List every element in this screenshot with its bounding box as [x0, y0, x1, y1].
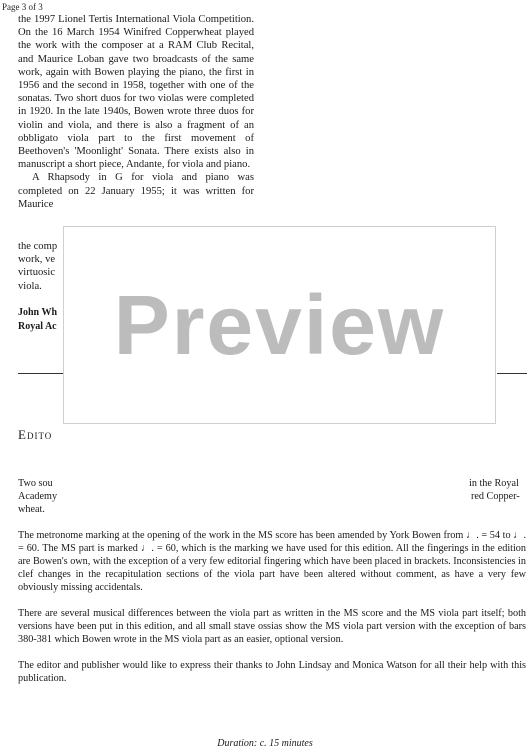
- bio-paragraph-1: the 1997 Lionel Tertis International Viola Competition. On the 16 March 1954 Winifred Copperwheat played the work with the composer at a RAM Club Recital, and Maurice Loban gave two broadcasts of the same work, again with Bowen playing the piano, the first in 1956 and the second in 1958, together with one of the sonatas. Two short duos for two violas were completed in 1920. In the late 1940s, Bowen wrote three duos for violin and viola, and there is also a fragment of an obbligato viola part to the first movement of Beethoven's 'Moonlight' Sonata. There exists also in manuscript a short piece, Andante, for viola and piano.: [18, 14, 254, 171]
- bio-paragraph-2: A Rhapsody in G for viola and piano was completed on 22 January 1955; it was written for Maurice: [18, 172, 254, 210]
- sources-line-2-right: red Copper-: [471, 491, 520, 502]
- sources-line-1-right: in the Royal: [469, 478, 519, 489]
- metronome-paragraph: The metronome marking at the opening of the work in the MS score has been amended by York Bowen from ♩. = 54 to ♩. = 60. The MS part is marked ♩. = 60, which is the marking we have used for this edition. All the fingerings in the edition are Bowen's own, with the exception of a very few editorial fingering which have been placed in brackets. Inconsistencies in clef changes in the recapitulation sections of the viola part have been altered without comment, as have a very few obviously missing accidentals.: [18, 530, 526, 593]
- differences-paragraph: There are several musical differences between the viola part as written in the MS score and the MS viola part itself; both versions have been put in this edition, and all small stave ossias show the MS viola part version with the exception of bars 380-381 which Bowen wrote in the MS viola part as an easier, optional version.: [18, 608, 526, 645]
- thanks-paragraph: The editor and publisher would like to express their thanks to John Lindsay and Monica Watson for all their help with this publication.: [18, 660, 526, 684]
- bio-column: [18, 13, 254, 211]
- divider-left: [18, 373, 64, 374]
- bio-fragment-3: virtuosic: [18, 267, 56, 279]
- page-label: Page 3 of 3: [2, 2, 43, 12]
- bio-fragment-1: the comp: [18, 241, 58, 252]
- signature-affiliation: Royal Ac: [18, 321, 57, 332]
- duration-note: Duration: c. 15 minutes: [217, 738, 313, 749]
- sources-line-3: wheat.: [18, 504, 45, 515]
- editor-heading: Edito: [18, 427, 53, 442]
- bio-fragment-4: viola.: [18, 280, 42, 292]
- editorial-notes: [18, 529, 526, 685]
- sources-line-2-left: Academy: [18, 491, 58, 502]
- signature-name: John Wh: [18, 307, 58, 318]
- divider-right: [497, 373, 527, 374]
- sources-line-1-left: Two sou: [18, 478, 53, 489]
- bio-fragment-2: work, ve: [18, 254, 56, 266]
- preview-watermark: [63, 226, 496, 424]
- preview-watermark-text: Preview: [113, 277, 446, 372]
